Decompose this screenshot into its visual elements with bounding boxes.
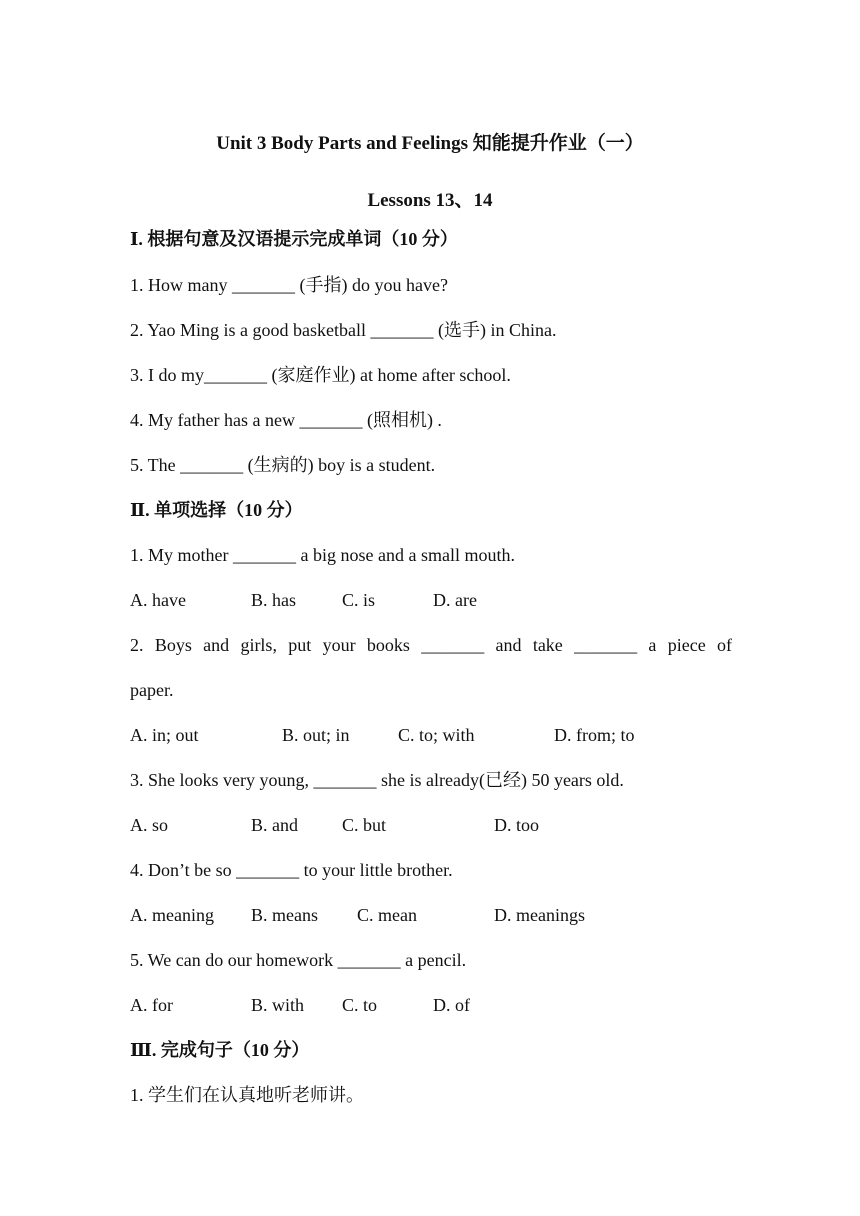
section-3-heading: Ⅲ. 完成句子（10 分） [130, 1040, 310, 1060]
option-b: B. means [251, 905, 318, 925]
option-d: D. too [494, 815, 539, 835]
question-stem: 2. Boys and girls, put your books _______ and take _______ a piece of [130, 635, 732, 655]
option-b: B. has [251, 590, 296, 610]
option-d: D. meanings [494, 905, 585, 925]
translation-item: 1. 学生们在认真地听老师讲。 [130, 1085, 364, 1105]
option-c: C. to; with [398, 725, 475, 745]
fill-item: 4. My father has a new _______ (照相机) . [130, 410, 442, 430]
fill-item: 5. The _______ (生病的) boy is a student. [130, 455, 436, 475]
option-d: D. are [433, 590, 477, 610]
option-d: D. of [433, 995, 470, 1015]
question-stem: 1. My mother _______ a big nose and a small mouth. [130, 545, 515, 565]
option-d: D. from; to [554, 725, 635, 745]
question-stem: 3. She looks very young, _______ she is already(已经) 50 years old. [130, 770, 624, 790]
option-a: A. so [130, 815, 169, 835]
option-c: C. is [342, 590, 376, 610]
section-1-heading: Ⅰ. 根据句意及汉语提示完成单词（10 分） [130, 229, 458, 249]
option-b: B. and [251, 815, 298, 835]
option-c: C. but [342, 815, 387, 835]
option-b: B. with [251, 995, 305, 1015]
section-2-heading: Ⅱ. 单项选择（10 分） [130, 500, 303, 520]
worksheet-title: Unit 3 Body Parts and Feelings 知能提升作业（一） [216, 133, 644, 154]
option-a: A. meaning [130, 905, 214, 925]
option-a: A. for [130, 995, 173, 1015]
fill-item: 2. Yao Ming is a good basketball _______ (选手) in China. [130, 320, 557, 340]
option-a: A. in; out [130, 725, 199, 745]
option-c: C. to [342, 995, 378, 1015]
question-stem-continued: paper. [130, 680, 174, 700]
question-stem: 5. We can do our homework _______ a pencil. [130, 950, 467, 970]
question-stem: 4. Don’t be so _______ to your little brother. [130, 860, 453, 880]
fill-item: 3. I do my_______ (家庭作业) at home after school. [130, 365, 511, 385]
option-c: C. mean [357, 905, 417, 925]
lessons-subtitle: Lessons 13、14 [367, 190, 493, 211]
option-a: A. have [130, 590, 186, 610]
fill-item: 1. How many _______ (手指) do you have? [130, 275, 448, 295]
option-b: B. out; in [282, 725, 350, 745]
